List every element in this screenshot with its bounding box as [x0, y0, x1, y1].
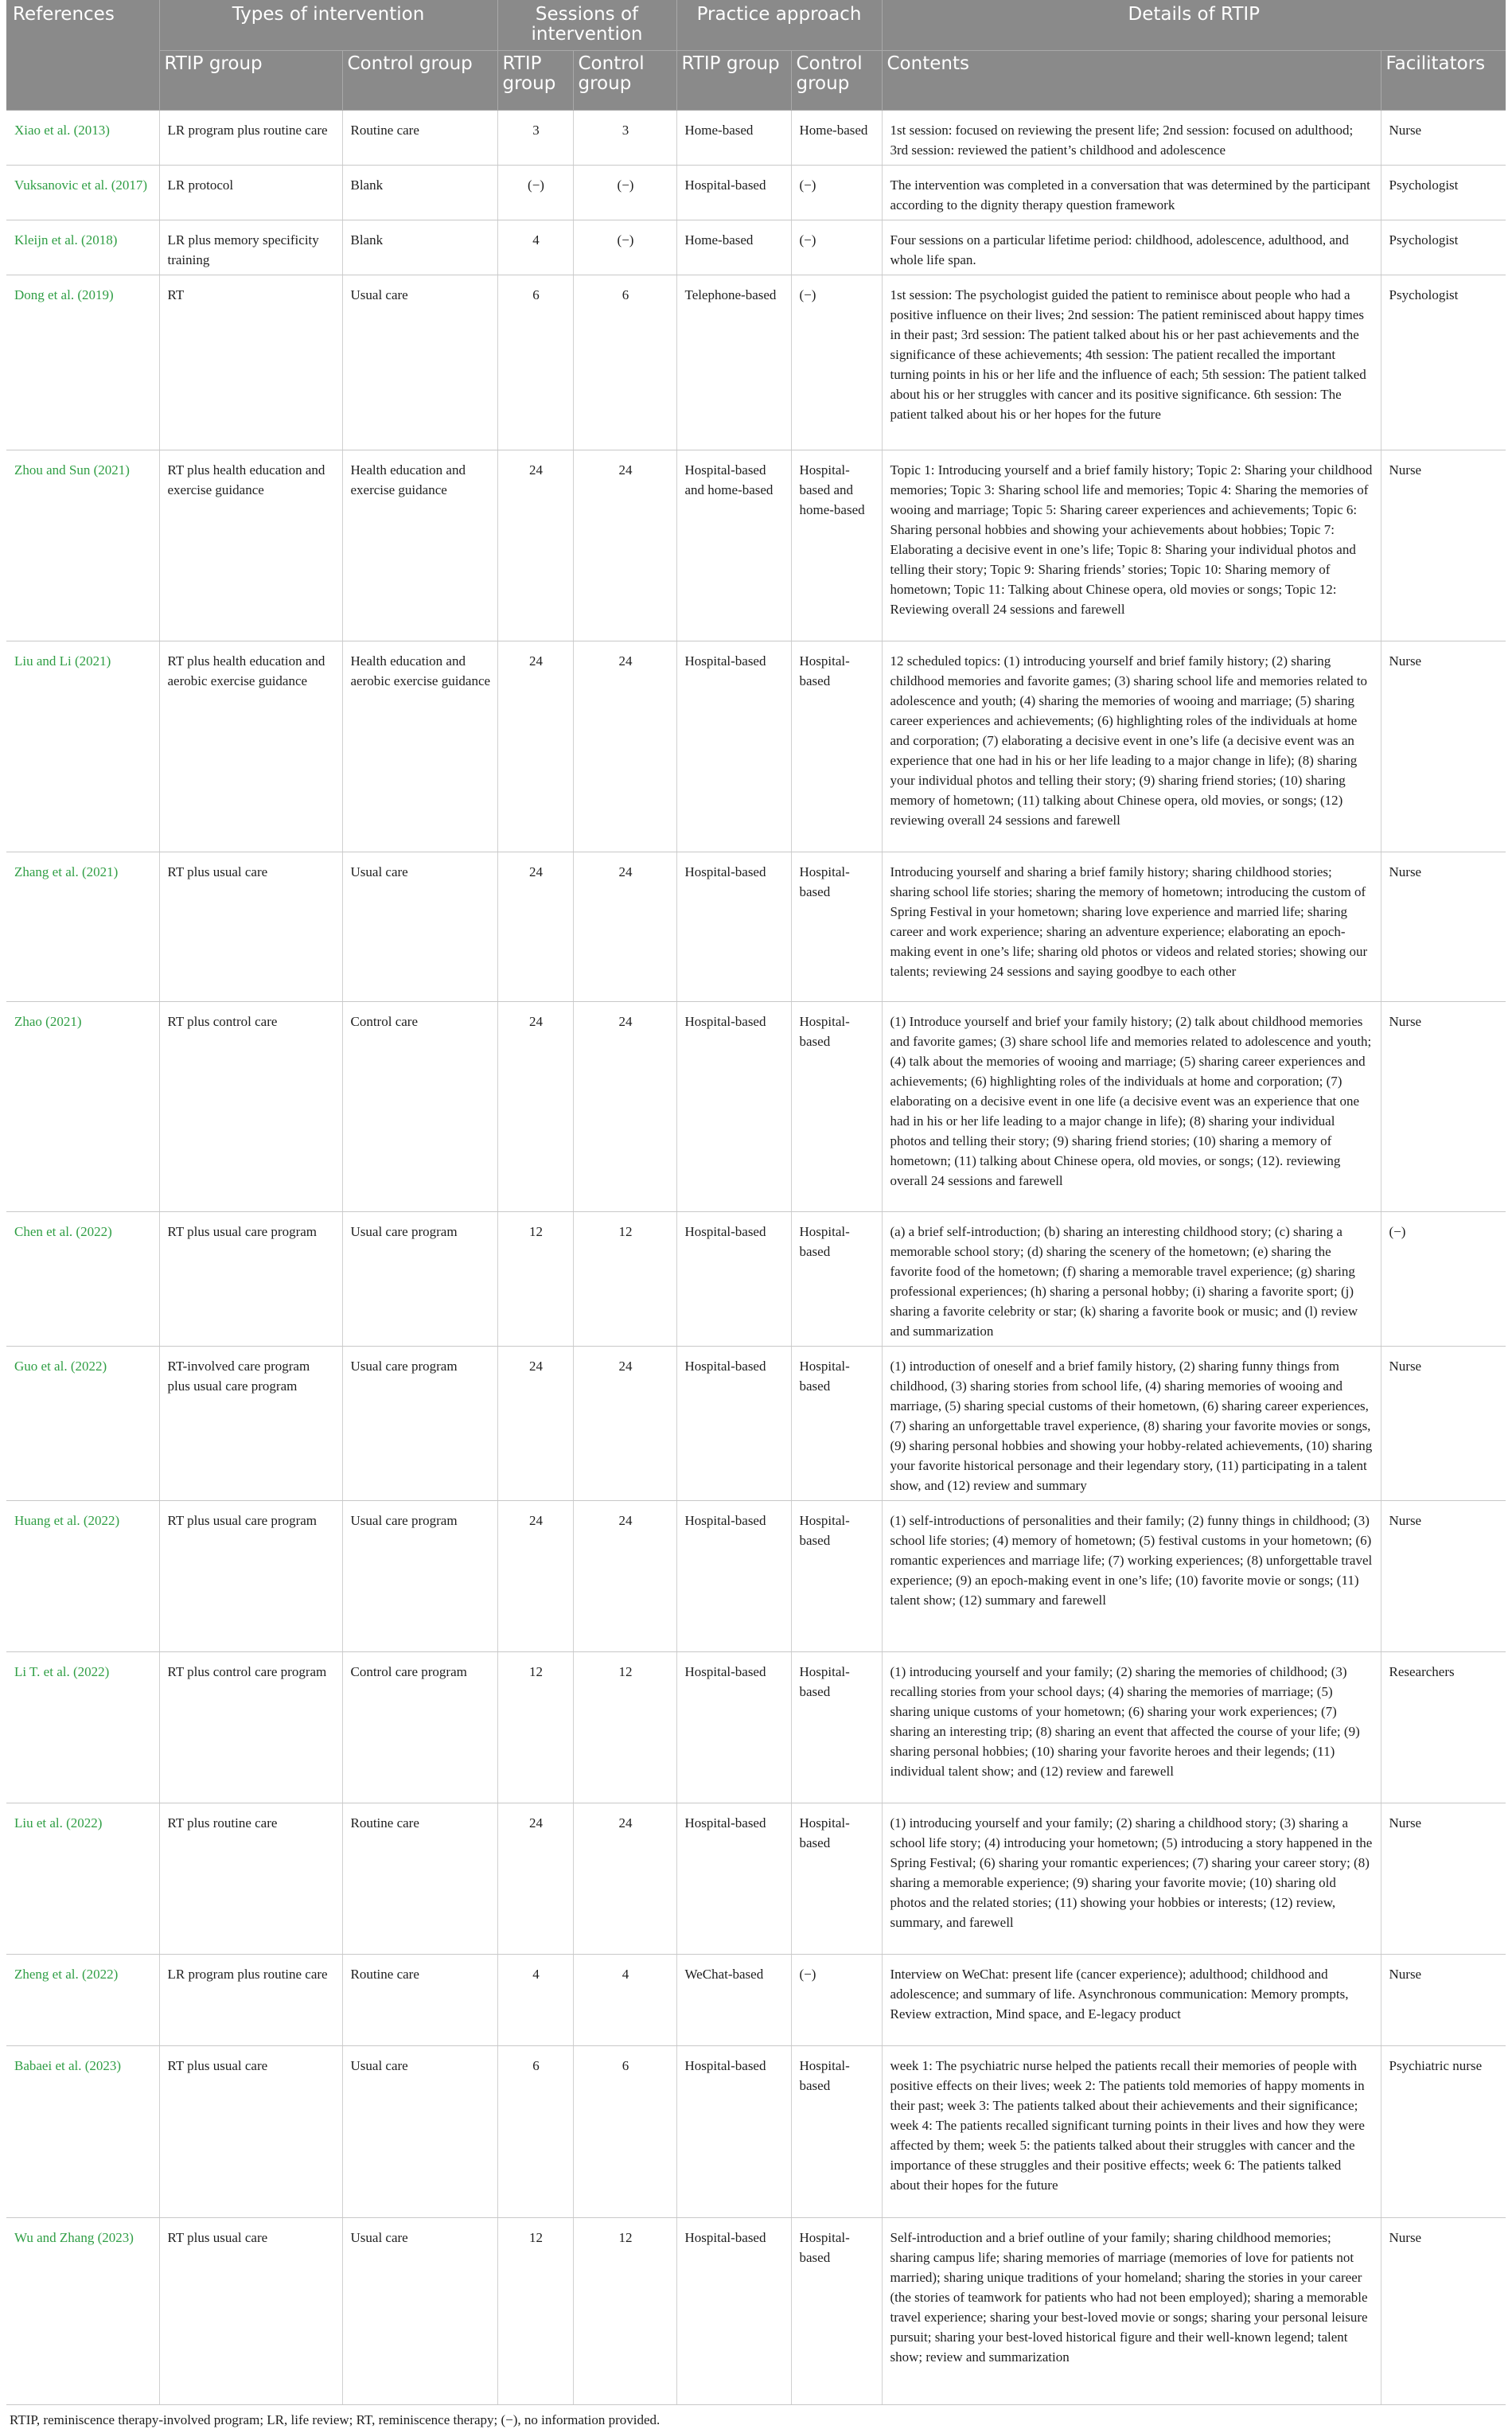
control-group-cell: Usual care — [342, 275, 497, 450]
reference-link[interactable]: Dong et al. (2019) — [6, 275, 159, 450]
facilitators-cell: Psychologist — [1381, 275, 1506, 450]
reference-link[interactable]: Babaei et al. (2023) — [6, 2045, 159, 2217]
header-sessions-of-intervention: Sessions of intervention — [497, 0, 676, 50]
rtip-group-cell: RT plus health education and exercise guidance — [159, 450, 342, 641]
sessions-rtip-cell: 4 — [497, 220, 573, 275]
contents-cell: Interview on WeChat: present life (cancer experience); adulthood; childhood and adolescence; and summary of life. Asynchronous communication: Memory prompts, Review extraction, Mind space, and E-legacy product — [882, 1954, 1381, 2045]
practice-rtip-cell: Hospital-based — [676, 852, 791, 1001]
practice-control-cell: Hospital-based — [791, 1346, 882, 1500]
practice-rtip-cell: Hospital-based and home-based — [676, 450, 791, 641]
sessions-rtip-cell: 24 — [497, 1346, 573, 1500]
sessions-control-cell: (−) — [573, 165, 676, 220]
facilitators-cell: Researchers — [1381, 1651, 1506, 1803]
sessions-control-cell: 24 — [573, 450, 676, 641]
control-group-cell: Usual care program — [342, 1346, 497, 1500]
practice-rtip-cell: Hospital-based — [676, 2045, 791, 2217]
table-row — [6, 1001, 1506, 1211]
sessions-control-cell: 24 — [573, 1803, 676, 1954]
table-footnote: RTIP, reminiscence therapy-involved program; LR, life review; RT, reminiscence therapy; (−), no information provided. — [10, 2411, 661, 2427]
reference-link[interactable]: Guo et al. (2022) — [6, 1346, 159, 1500]
practice-control-cell: Hospital-based — [791, 1803, 882, 1954]
table-row — [6, 852, 1506, 1001]
table-row — [6, 2217, 1506, 2404]
practice-rtip-cell: Hospital-based — [676, 1500, 791, 1651]
practice-rtip-cell: Hospital-based — [676, 1651, 791, 1803]
header-facilitators: Facilitators — [1381, 50, 1506, 110]
practice-control-cell: Hospital-based and home-based — [791, 450, 882, 641]
rtip-group-cell: RT plus usual care program — [159, 1211, 342, 1346]
practice-control-cell: Hospital-based — [791, 1651, 882, 1803]
sessions-control-cell: 12 — [573, 1211, 676, 1346]
sessions-control-cell: 3 — [573, 110, 676, 165]
table-row — [6, 1346, 1506, 1500]
sessions-rtip-cell: 12 — [497, 1211, 573, 1346]
facilitators-cell: Psychologist — [1381, 220, 1506, 275]
practice-rtip-cell: Hospital-based — [676, 641, 791, 852]
practice-control-cell: (−) — [791, 165, 882, 220]
rtip-group-cell: RT — [159, 275, 342, 450]
rtip-group-cell: RT plus usual care program — [159, 1500, 342, 1651]
rtip-table — [6, 0, 1506, 2405]
rtip-group-cell: RT-involved care program plus usual care program — [159, 1346, 342, 1500]
table-row — [6, 2045, 1506, 2217]
header-rtip-group: RTIP group — [159, 50, 342, 110]
sessions-control-cell: 24 — [573, 641, 676, 852]
sessions-rtip-cell: 24 — [497, 450, 573, 641]
practice-rtip-cell: Home-based — [676, 220, 791, 275]
rtip-group-cell: RT plus control care program — [159, 1651, 342, 1803]
header-practice-rtip-group: RTIP group — [676, 50, 791, 110]
reference-link[interactable]: Zhang et al. (2021) — [6, 852, 159, 1001]
facilitators-cell: (−) — [1381, 1211, 1506, 1346]
sessions-rtip-cell: 12 — [497, 2217, 573, 2404]
rtip-group-cell: RT plus usual care — [159, 2045, 342, 2217]
practice-rtip-cell: Telephone-based — [676, 275, 791, 450]
practice-control-cell: Hospital-based — [791, 852, 882, 1001]
rtip-group-cell: LR program plus routine care — [159, 110, 342, 165]
control-group-cell: Usual care — [342, 852, 497, 1001]
sessions-control-cell: 24 — [573, 852, 676, 1001]
practice-rtip-cell: Hospital-based — [676, 2217, 791, 2404]
practice-control-cell: Hospital-based — [791, 1500, 882, 1651]
sessions-control-cell: 24 — [573, 1346, 676, 1500]
practice-control-cell: Hospital-based — [791, 1211, 882, 1346]
table-row — [6, 641, 1506, 852]
header-references: References — [6, 0, 159, 110]
rtip-group-cell: RT plus health education and aerobic exercise guidance — [159, 641, 342, 852]
contents-cell: (1) introduction of oneself and a brief family history, (2) sharing funny things from childhood, (3) sharing stories from school life, (4) sharing memories of wooing and marriage, (5) sharing special customs of their hometown, (6) sharing career experiences, (7) sharing an unforgettable travel experience, (8) sharing your favorite movies or songs, (9) sharing personal hobbies and showing your hobby-related achievements, (10) sharing your favorite historical personage and their legendary story, (11) participating in a talent show, and (12) review and summary — [882, 1346, 1381, 1500]
table-row — [6, 1651, 1506, 1803]
contents-cell: 12 scheduled topics: (1) introducing yourself and brief family history; (2) sharing childhood memories and favorite games; (3) sharing school life and memories related to adolescence and youth; (4) sharing the memories of wooing and marriage; (5) sharing career experiences and achievements; (6) highlighting roles of the individuals at home and corporation; (7) elaborating a decisive event in one’s life (a decisive event was an experience that one had in his or her life leading to a major change in life); (8) sharing your individual photos and telling their story; (9) sharing friend stories; (10) sharing memory of hometown; (11) talking about Chinese opera, old movies, or songs; (12) reviewing overall 24 sessions and farewell — [882, 641, 1381, 852]
sessions-control-cell: 12 — [573, 2217, 676, 2404]
control-group-cell: Usual care program — [342, 1211, 497, 1346]
sessions-control-cell: (−) — [573, 220, 676, 275]
practice-control-cell: Hospital-based — [791, 1001, 882, 1211]
facilitators-cell: Nurse — [1381, 1346, 1506, 1500]
reference-link[interactable]: Zhou and Sun (2021) — [6, 450, 159, 641]
facilitators-cell: Nurse — [1381, 110, 1506, 165]
sessions-rtip-cell: 4 — [497, 1954, 573, 2045]
table-row — [6, 1954, 1506, 2045]
header-details-of-rtip: Details of RTIP — [882, 0, 1506, 50]
rtip-group-cell: RT plus usual care — [159, 852, 342, 1001]
sessions-rtip-cell: 12 — [497, 1651, 573, 1803]
contents-cell: (1) introducing yourself and your family; (2) sharing the memories of childhood; (3) recalling stories from your school days; (4) sharing the memories of marriage; (5) sharing unique customs of your hometown; (6) sharing your work experiences; (7) sharing an interesting trip; (8) sharing an event that affected the course of your life; (9) sharing personal hobbies; (10) sharing your favorite heroes and their legends; (11) individual talent show; and (12) review and farewell — [882, 1651, 1381, 1803]
contents-cell: 1st session: focused on reviewing the present life; 2nd session: focused on adulthood; 3rd session: reviewed the patient’s childhood and adolescence — [882, 110, 1381, 165]
rtip-group-cell: LR plus memory specificity training — [159, 220, 342, 275]
header-practice-control-group: Control group — [791, 50, 882, 110]
table-row — [6, 1211, 1506, 1346]
practice-control-cell: Hospital-based — [791, 2217, 882, 2404]
reference-link[interactable]: Huang et al. (2022) — [6, 1500, 159, 1651]
reference-link[interactable]: Liu and Li (2021) — [6, 641, 159, 852]
control-group-cell: Routine care — [342, 1803, 497, 1954]
reference-link[interactable]: Zheng et al. (2022) — [6, 1954, 159, 2045]
header-sessions-control-group: Control group — [573, 50, 676, 110]
practice-control-cell: (−) — [791, 1954, 882, 2045]
header-row-2 — [6, 50, 1506, 110]
practice-rtip-cell: Hospital-based — [676, 165, 791, 220]
header-types-of-intervention: Types of intervention — [159, 0, 497, 50]
header-row-1 — [6, 0, 1506, 50]
practice-control-cell: Home-based — [791, 110, 882, 165]
rtip-group-cell: RT plus control care — [159, 1001, 342, 1211]
sessions-control-cell: 6 — [573, 275, 676, 450]
practice-control-cell: Hospital-based — [791, 641, 882, 852]
header-contents: Contents — [882, 50, 1381, 110]
sessions-rtip-cell: 24 — [497, 1001, 573, 1211]
facilitators-cell: Psychiatric nurse — [1381, 2045, 1506, 2217]
sessions-rtip-cell: 24 — [497, 1803, 573, 1954]
contents-cell: (1) self-introductions of personalities and their family; (2) funny things in childhood; (3) school life stories; (4) memory of hometown; (5) festival customs in your hometown; (6) romantic experiences and marriage life; (7) working experiences; (8) unforgettable travel experience; (9) an epoch-making event in one’s life; (10) favorite movie or songs; (11) talent show; (12) summary and farewell — [882, 1500, 1381, 1651]
control-group-cell: Usual care program — [342, 1500, 497, 1651]
practice-rtip-cell: WeChat-based — [676, 1954, 791, 2045]
practice-control-cell: Hospital-based — [791, 2045, 882, 2217]
table-row — [6, 275, 1506, 450]
facilitators-cell: Nurse — [1381, 852, 1506, 1001]
reference-link[interactable]: Li T. et al. (2022) — [6, 1651, 159, 1803]
contents-cell: Introducing yourself and sharing a brief family history; sharing childhood stories; sharing school life stories; sharing the memory of hometown; introducing the custom of Spring Festival in your hometown; sharing love experience and married life; sharing career and work experience; sharing an adventure experience; elaborating an epoch-making event in one’s life; sharing old photos or videos and related stories; showing our talents; reviewing 24 sessions and saying goodbye to each other — [882, 852, 1381, 1001]
facilitators-cell: Nurse — [1381, 450, 1506, 641]
practice-control-cell: (−) — [791, 275, 882, 450]
sessions-rtip-cell: 6 — [497, 275, 573, 450]
control-group-cell: Health education and exercise guidance — [342, 450, 497, 641]
sessions-rtip-cell: (−) — [497, 165, 573, 220]
table-row — [6, 1803, 1506, 1954]
rtip-group-cell: LR protocol — [159, 165, 342, 220]
sessions-control-cell: 24 — [573, 1500, 676, 1651]
table-row — [6, 1500, 1506, 1651]
reference-link[interactable]: Vuksanovic et al. (2017) — [6, 165, 159, 220]
contents-cell: (a) a brief self-introduction; (b) sharing an interesting childhood story; (c) sharing a memorable school story; (d) sharing the scenery of the hometown; (e) sharing the favorite food of the hometown; (f) sharing a memorable travel experience; (g) sharing professional experiences; (h) sharing a personal hobby; (i) sharing a favorite sport; (j) sharing a favorite celebrity or star; (k) sharing a favorite book or music; and (l) review and summarization — [882, 1211, 1381, 1346]
practice-rtip-cell: Hospital-based — [676, 1001, 791, 1211]
contents-cell: 1st session: The psychologist guided the patient to reminisce about people who had a positive influence on their lives; 2nd session: The patient reminisced about happy times in their past; 3rd session: The patient talked about his or her past achievements and the significance of these achievements; 4th session: The patient recalled the important turning points in his or her life and the influence of each; 5th session: The patient talked about his or her struggles with cancer and its positive significance. 6th session: The patient talked about his or her hopes for the future — [882, 275, 1381, 450]
practice-rtip-cell: Hospital-based — [676, 1346, 791, 1500]
facilitators-cell: Nurse — [1381, 2217, 1506, 2404]
contents-cell: week 1: The psychiatric nurse helped the patients recall their memories of people with positive effects on their lives; week 2: The patients told memories of happy moments in their past; week 3: The patients talked about their achievements and their significance; week 4: The patients recalled significant turning points in their lives and how they were affected by them; week 5: the patients talked about their struggles with cancer and the importance of these struggles and their positive effects; week 6: The patients talked about their hopes for the future — [882, 2045, 1381, 2217]
header-practice-approach: Practice approach — [676, 0, 882, 50]
sessions-rtip-cell: 24 — [497, 852, 573, 1001]
header-sessions-rtip-group: RTIP group — [497, 50, 573, 110]
header-control-group: Control group — [342, 50, 497, 110]
control-group-cell: Usual care — [342, 2045, 497, 2217]
facilitators-cell: Nurse — [1381, 1803, 1506, 1954]
contents-cell: Four sessions on a particular lifetime period: childhood, adolescence, adulthood, and whole life span. — [882, 220, 1381, 275]
sessions-rtip-cell: 6 — [497, 2045, 573, 2217]
table-row — [6, 220, 1506, 275]
reference-link[interactable]: Xiao et al. (2013) — [6, 110, 159, 165]
practice-rtip-cell: Hospital-based — [676, 1211, 791, 1346]
reference-link[interactable]: Chen et al. (2022) — [6, 1211, 159, 1346]
table-container — [6, 0, 1506, 2429]
facilitators-cell: Nurse — [1381, 1954, 1506, 2045]
practice-rtip-cell: Hospital-based — [676, 1803, 791, 1954]
control-group-cell: Blank — [342, 220, 497, 275]
reference-link[interactable]: Zhao (2021) — [6, 1001, 159, 1211]
contents-cell: (1) Introduce yourself and brief your family history; (2) talk about childhood memories and favorite games; (3) share school life and memories related to adolescence and youth; (4) talk about the memories of wooing and marriage; (5) sharing career experiences and achievements; (6) highlighting roles of the individuals at home and corporation; (7) elaborating on a decisive event in one life (a decisive event was an experience that one had in his or her life leading to a major change in life); (8) sharing your individual photos and telling their story; (9) sharing friend stories; (10) sharing a memory of hometown; (11) talking about Chinese opera, old movies, or songs; (12). reviewing overall 24 sessions and farewell — [882, 1001, 1381, 1211]
control-group-cell: Routine care — [342, 110, 497, 165]
sessions-control-cell: 24 — [573, 1001, 676, 1211]
contents-cell: Self-introduction and a brief outline of your family; sharing childhood memories; sharing campus life; sharing memories of marriage (memories of love for patients not married); sharing unique traditions of your homeland; sharing the stories in your career (the stories of teamwork for patients who had not been employed); sharing a memorable travel experience; sharing your best-loved movie or songs; sharing your personal leisure pursuit; sharing your best-loved historical figure and their well-known legend; talent show; review and summarization — [882, 2217, 1381, 2404]
table-row — [6, 450, 1506, 641]
contents-cell: The intervention was completed in a conversation that was determined by the participant according to the dignity therapy question framework — [882, 165, 1381, 220]
facilitators-cell: Nurse — [1381, 641, 1506, 852]
rtip-group-cell: RT plus routine care — [159, 1803, 342, 1954]
control-group-cell: Routine care — [342, 1954, 497, 2045]
practice-rtip-cell: Home-based — [676, 110, 791, 165]
sessions-rtip-cell: 24 — [497, 1500, 573, 1651]
table-row — [6, 165, 1506, 220]
rtip-group-cell: RT plus usual care — [159, 2217, 342, 2404]
sessions-rtip-cell: 3 — [497, 110, 573, 165]
control-group-cell: Control care — [342, 1001, 497, 1211]
reference-link[interactable]: Liu et al. (2022) — [6, 1803, 159, 1954]
control-group-cell: Health education and aerobic exercise guidance — [342, 641, 497, 852]
sessions-control-cell: 6 — [573, 2045, 676, 2217]
practice-control-cell: (−) — [791, 220, 882, 275]
contents-cell: (1) introducing yourself and your family; (2) sharing a childhood story; (3) sharing a school life story; (4) introducing your hometown; (5) introducing a story happened in the Spring Festival; (6) sharing your romantic experiences; (7) sharing your career story; (8) sharing a memorable experience; (9) sharing your favorite movie; (10) sharing old photos and the related stories; (11) showing your hobbies or interests; (12) review, summary, and farewell — [882, 1803, 1381, 1954]
rtip-group-cell: LR program plus routine care — [159, 1954, 342, 2045]
reference-link[interactable]: Wu and Zhang (2023) — [6, 2217, 159, 2404]
table-row — [6, 110, 1506, 165]
reference-link[interactable]: Kleijn et al. (2018) — [6, 220, 159, 275]
facilitators-cell: Nurse — [1381, 1500, 1506, 1651]
facilitators-cell: Psychologist — [1381, 165, 1506, 220]
contents-cell: Topic 1: Introducing yourself and a brief family history; Topic 2: Sharing your childhood memories; Topic 3: Sharing school life and memories; Topic 4: Sharing the memories of wooing and marriage; Topic 5: Sharing career experiences and achievements; Topic 6: Sharing personal hobbies and showing your achievements about hobbies; Topic 7: Elaborating a decisive event in one’s life; Topic 8: Sharing your individual photos and telling their story; Topic 9: Sharing friends’ stories; Topic 10: Sharing memory of hometown; Topic 11: Talking about Chinese opera, old movies or songs; Topic 12: Reviewing overall 24 sessions and farewell — [882, 450, 1381, 641]
facilitators-cell: Nurse — [1381, 1001, 1506, 1211]
control-group-cell: Control care program — [342, 1651, 497, 1803]
sessions-control-cell: 12 — [573, 1651, 676, 1803]
sessions-control-cell: 4 — [573, 1954, 676, 2045]
sessions-rtip-cell: 24 — [497, 641, 573, 852]
control-group-cell: Usual care — [342, 2217, 497, 2404]
control-group-cell: Blank — [342, 165, 497, 220]
